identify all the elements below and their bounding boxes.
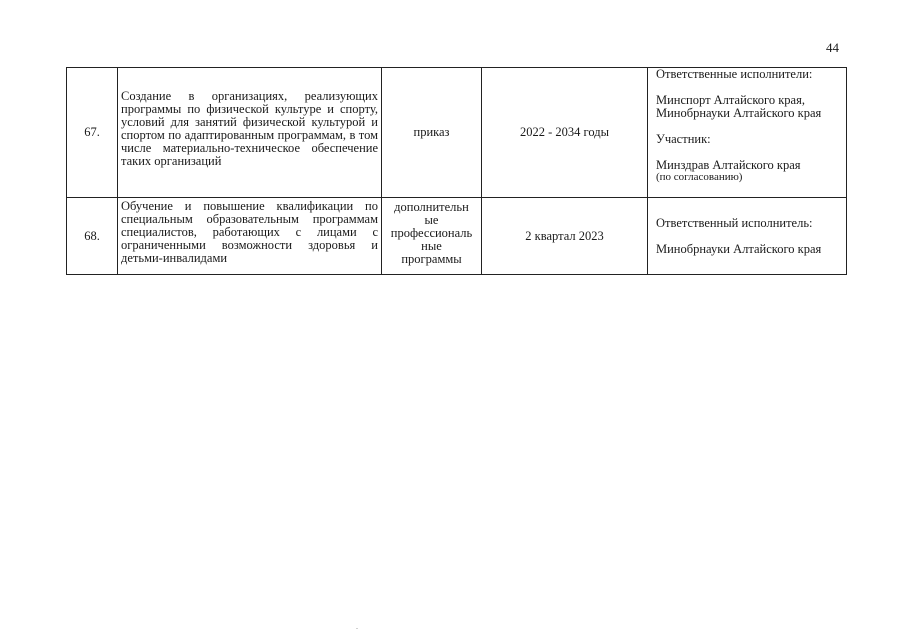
implementation-term: 2022 - 2034 годы (482, 68, 648, 198)
table-row (67, 68, 847, 198)
responsible-executor: Минобрнауки Алтайского края (656, 241, 822, 256)
form-line: ые (424, 213, 439, 227)
row-number: 67. (67, 68, 118, 198)
form-line: дополнительн (394, 200, 469, 214)
participant-title: Участник: (656, 132, 711, 146)
responsible-title: Ответственный исполнитель: (656, 215, 813, 230)
scan-dot: . (356, 622, 358, 631)
responsible-title: Ответственные исполнители: (656, 67, 813, 81)
implementation-form (382, 198, 482, 275)
responsible-cell (648, 198, 847, 275)
row-number: 68. (67, 198, 118, 275)
form-line: профессиональ (390, 226, 473, 240)
participant-name: Минздрав Алтайского края (656, 158, 801, 172)
table-row (67, 198, 847, 275)
participant-note: (по согласованию) (656, 171, 743, 183)
responsible-executor: Минспорт Алтайского края, (656, 93, 805, 107)
implementation-term: 2 квартал 2023 (482, 198, 648, 275)
responsible-executor: Минобрнауки Алтайского края (656, 106, 822, 120)
implementation-form: приказ (382, 68, 482, 198)
form-line: ные (421, 239, 442, 253)
page-number: 44 (826, 40, 839, 55)
responsible-cell (648, 68, 847, 198)
measures-table (66, 67, 847, 275)
form-line: программы (401, 252, 462, 266)
measure-name: Создание в организациях, реализующих программы по физической культуре и спорту, условий для занятий физической культурой и спортом по адаптированным программам, в том числе материально-техническое обеспечение таких организаций (118, 68, 382, 198)
measure-name: Обучение и повышение квалификации по специальным образовательным программам специалистов, работающих с лицами с ограниченными возможности здоровья и детьми-инвалидами (118, 198, 382, 275)
